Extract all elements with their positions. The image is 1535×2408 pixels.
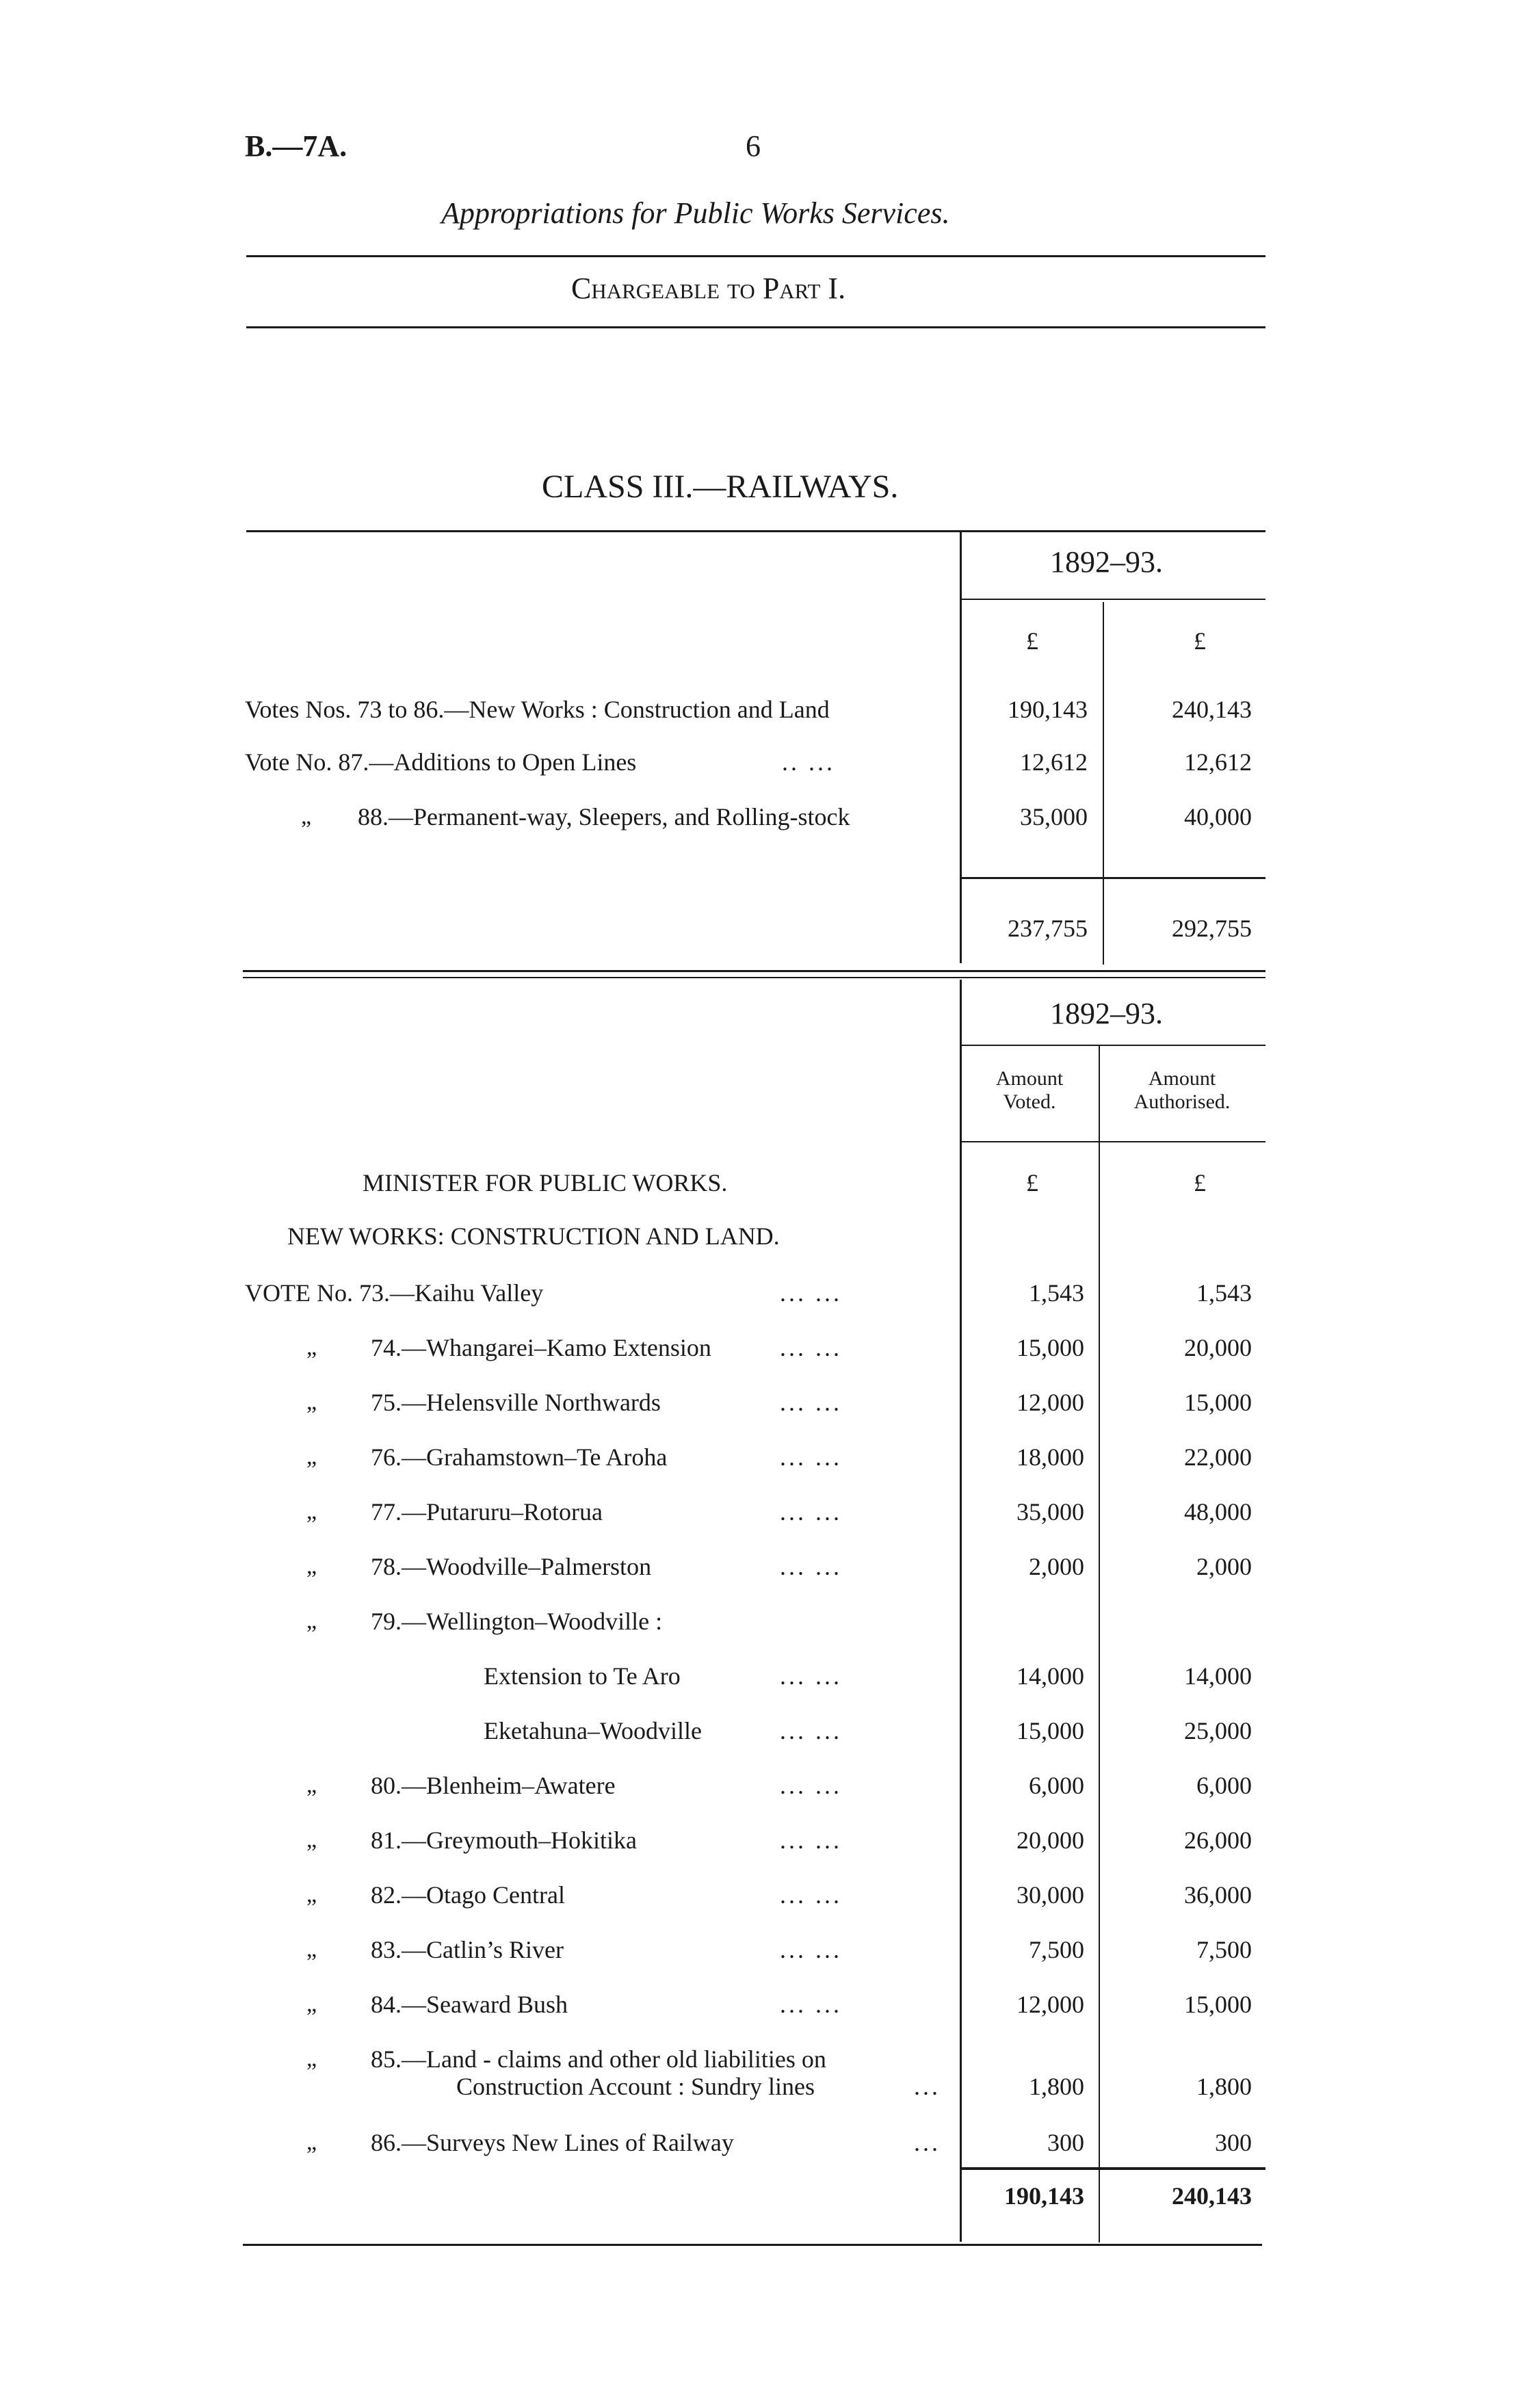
- detail-total-voted: 190,143: [1004, 2182, 1084, 2210]
- amount-voted: 15,000: [1016, 1334, 1084, 1361]
- summary-currency-voted: £: [1026, 627, 1038, 655]
- leader-dots: ... ...: [780, 1991, 842, 2018]
- amount-voted: 12,000: [1016, 1389, 1084, 1416]
- ditto-mark: „: [306, 1444, 317, 1469]
- amount-authorised: 22,000: [1184, 1443, 1252, 1471]
- page-subtitle: Chargeable to Part I.: [571, 272, 846, 305]
- detail-divider-left: [960, 980, 962, 2242]
- summary-total-voted: 237,755: [1008, 915, 1088, 942]
- leader-dots: ... ...: [780, 1389, 842, 1416]
- leader-dots: ... ...: [780, 1717, 842, 1744]
- vote-label-continuation: Construction Account : Sundry lines: [456, 2073, 815, 2100]
- amount-authorised: 36,000: [1184, 1881, 1252, 1909]
- ditto-mark: „: [306, 1335, 317, 1360]
- ditto-mark: „: [306, 1882, 317, 1907]
- leader-dots: ...: [914, 2073, 941, 2100]
- leader-dots: ... ...: [780, 1498, 842, 1526]
- summary-divider-mid: [1103, 602, 1104, 965]
- leader-dots: ... ...: [780, 1279, 842, 1307]
- amount-authorised: 1,543: [1196, 1279, 1252, 1307]
- ditto-mark: „: [306, 1772, 317, 1798]
- amount-authorised: 1,800: [1196, 2073, 1252, 2100]
- vote-label: 75.—Helensville Northwards: [371, 1389, 661, 1416]
- vote-label: 82.—Otago Central: [371, 1881, 565, 1909]
- vote-label: 80.—Blenheim–Awatere: [371, 1772, 616, 1799]
- vote-sublabel: Extension to Te Aro: [484, 1662, 681, 1690]
- vote-label: 74.—Whangarei–Kamo Extension: [371, 1334, 711, 1361]
- detail-total-rule: [961, 2167, 1265, 2170]
- ditto-mark: „: [306, 2130, 317, 2155]
- summary-row-voted: 12,612: [1020, 748, 1088, 776]
- ditto-mark: „: [306, 1608, 317, 1634]
- detail-year-header: 1892–93.: [1050, 997, 1163, 1030]
- leader-dots: ... ...: [780, 1662, 842, 1690]
- detail-total-authorised: 240,143: [1172, 2182, 1252, 2210]
- summary-year-rule: [961, 599, 1265, 600]
- ditto-mark: „: [306, 1499, 317, 1524]
- double-rule-lower: [243, 977, 1265, 978]
- ditto-mark: „: [306, 1827, 317, 1853]
- leader-dots: ... ...: [780, 1334, 842, 1361]
- vote-label: 79.—Wellington–Woodville :: [371, 1608, 663, 1635]
- summary-row-voted: 190,143: [1008, 696, 1088, 723]
- summary-row-authorised: 240,143: [1172, 696, 1252, 723]
- vote-label: 86.—Surveys New Lines of Railway: [371, 2129, 734, 2156]
- amount-authorised: 7,500: [1196, 1936, 1252, 1963]
- amount-voted: 7,500: [1029, 1936, 1084, 1963]
- amount-voted: 14,000: [1016, 1662, 1084, 1690]
- summary-row-leader-dots: .. ...: [782, 748, 835, 776]
- vote-label: VOTE No. 73.—Kaihu Valley: [245, 1279, 544, 1307]
- summary-total-rule: [961, 877, 1265, 879]
- vote-label: 76.—Grahamstown–Te Aroha: [371, 1443, 668, 1471]
- document-reference: B.—7A.: [245, 129, 347, 163]
- leader-dots: ... ...: [780, 1772, 842, 1799]
- rule-summary-top: [246, 530, 1265, 532]
- summary-row-ditto: „: [301, 804, 312, 829]
- vote-label: 84.—Seaward Bush: [371, 1991, 568, 2018]
- amount-authorised: 25,000: [1184, 1717, 1252, 1744]
- leader-dots: ... ...: [780, 1443, 842, 1471]
- amount-voted: 1,543: [1029, 1279, 1084, 1307]
- page-title: Appropriations for Public Works Services.: [441, 196, 950, 230]
- leader-dots: ... ...: [780, 1827, 842, 1854]
- amount-authorised: 15,000: [1184, 1991, 1252, 2018]
- ditto-mark: „: [306, 1389, 317, 1415]
- detail-header-rule: [961, 1141, 1265, 1142]
- detail-currency-authorised: £: [1194, 1169, 1206, 1196]
- ditto-mark: „: [306, 2046, 317, 2071]
- column-header-amount-voted: [961, 1067, 1098, 1114]
- amount-voted: 30,000: [1016, 1881, 1084, 1909]
- summary-row-label: 88.—Permanent-way, Sleepers, and Rolling-stock: [358, 803, 850, 830]
- amount-voted: 18,000: [1016, 1443, 1084, 1471]
- amount-authorised: 15,000: [1184, 1389, 1252, 1416]
- vote-label: 78.—Woodville–Palmerston: [371, 1553, 652, 1580]
- column-header-line: Amount: [995, 1067, 1064, 1090]
- amount-voted: 1,800: [1029, 2073, 1084, 2100]
- vote-sublabel: Eketahuna–Woodville: [484, 1717, 703, 1744]
- column-header-line: Amount: [1148, 1067, 1216, 1090]
- leader-dots: ... ...: [780, 1553, 842, 1580]
- amount-voted: 35,000: [1016, 1498, 1084, 1526]
- leader-dots: ... ...: [780, 1936, 842, 1963]
- amount-voted: 300: [1047, 2129, 1084, 2156]
- double-rule-upper: [243, 970, 1265, 972]
- vote-label: 81.—Greymouth–Hokitika: [371, 1827, 637, 1854]
- detail-currency-voted: £: [1026, 1169, 1038, 1196]
- summary-year-header: 1892–93.: [1050, 545, 1163, 579]
- amount-voted: 20,000: [1016, 1827, 1084, 1854]
- amount-authorised: 26,000: [1184, 1827, 1252, 1854]
- amount-authorised: 300: [1215, 2129, 1252, 2156]
- section-heading: NEW WORKS: CONSTRUCTION AND LAND.: [287, 1222, 780, 1250]
- ditto-mark: „: [306, 1991, 317, 2017]
- minister-heading: MINISTER FOR PUBLIC WORKS.: [363, 1169, 728, 1196]
- amount-authorised: 20,000: [1184, 1334, 1252, 1361]
- summary-row-label: Votes Nos. 73 to 86.—New Works : Construction and Land: [245, 696, 830, 723]
- vote-label: 77.—Putaruru–Rotorua: [371, 1498, 603, 1526]
- amount-authorised: 6,000: [1196, 1772, 1252, 1799]
- summary-row-voted: 35,000: [1020, 803, 1088, 830]
- summary-row-authorised: 12,612: [1184, 748, 1252, 776]
- ditto-mark: „: [306, 1937, 317, 1962]
- rule-bottom: [243, 2244, 1262, 2246]
- summary-currency-authorised: £: [1194, 627, 1206, 655]
- column-header-line: Authorised.: [1133, 1090, 1231, 1113]
- column-header-amount-authorised: [1100, 1067, 1264, 1114]
- amount-authorised: 14,000: [1184, 1662, 1252, 1690]
- page-number: 6: [746, 129, 761, 163]
- class-title: CLASS III.—RAILWAYS.: [542, 469, 899, 505]
- detail-divider-mid: [1099, 1045, 1100, 2242]
- rule-top: [246, 255, 1265, 257]
- rule-under-subtitle: [246, 326, 1265, 328]
- leader-dots: ... ...: [780, 1881, 842, 1909]
- summary-row-authorised: 40,000: [1184, 803, 1252, 830]
- vote-label: 85.—Land - claims and other old liabilities on: [371, 2045, 826, 2073]
- amount-voted: 15,000: [1016, 1717, 1084, 1744]
- summary-row-label: Vote No. 87.—Additions to Open Lines: [245, 748, 637, 776]
- amount-voted: 12,000: [1016, 1991, 1084, 2018]
- ditto-mark: „: [306, 1554, 317, 1579]
- amount-authorised: 2,000: [1196, 1553, 1252, 1580]
- summary-total-authorised: 292,755: [1172, 915, 1252, 942]
- vote-label: 83.—Catlin’s River: [371, 1936, 564, 1963]
- amount-voted: 6,000: [1029, 1772, 1084, 1799]
- column-header-line: Voted.: [1003, 1090, 1056, 1113]
- amount-authorised: 48,000: [1184, 1498, 1252, 1526]
- leader-dots: ...: [914, 2129, 941, 2156]
- detail-year-rule: [961, 1045, 1265, 1046]
- amount-voted: 2,000: [1029, 1553, 1084, 1580]
